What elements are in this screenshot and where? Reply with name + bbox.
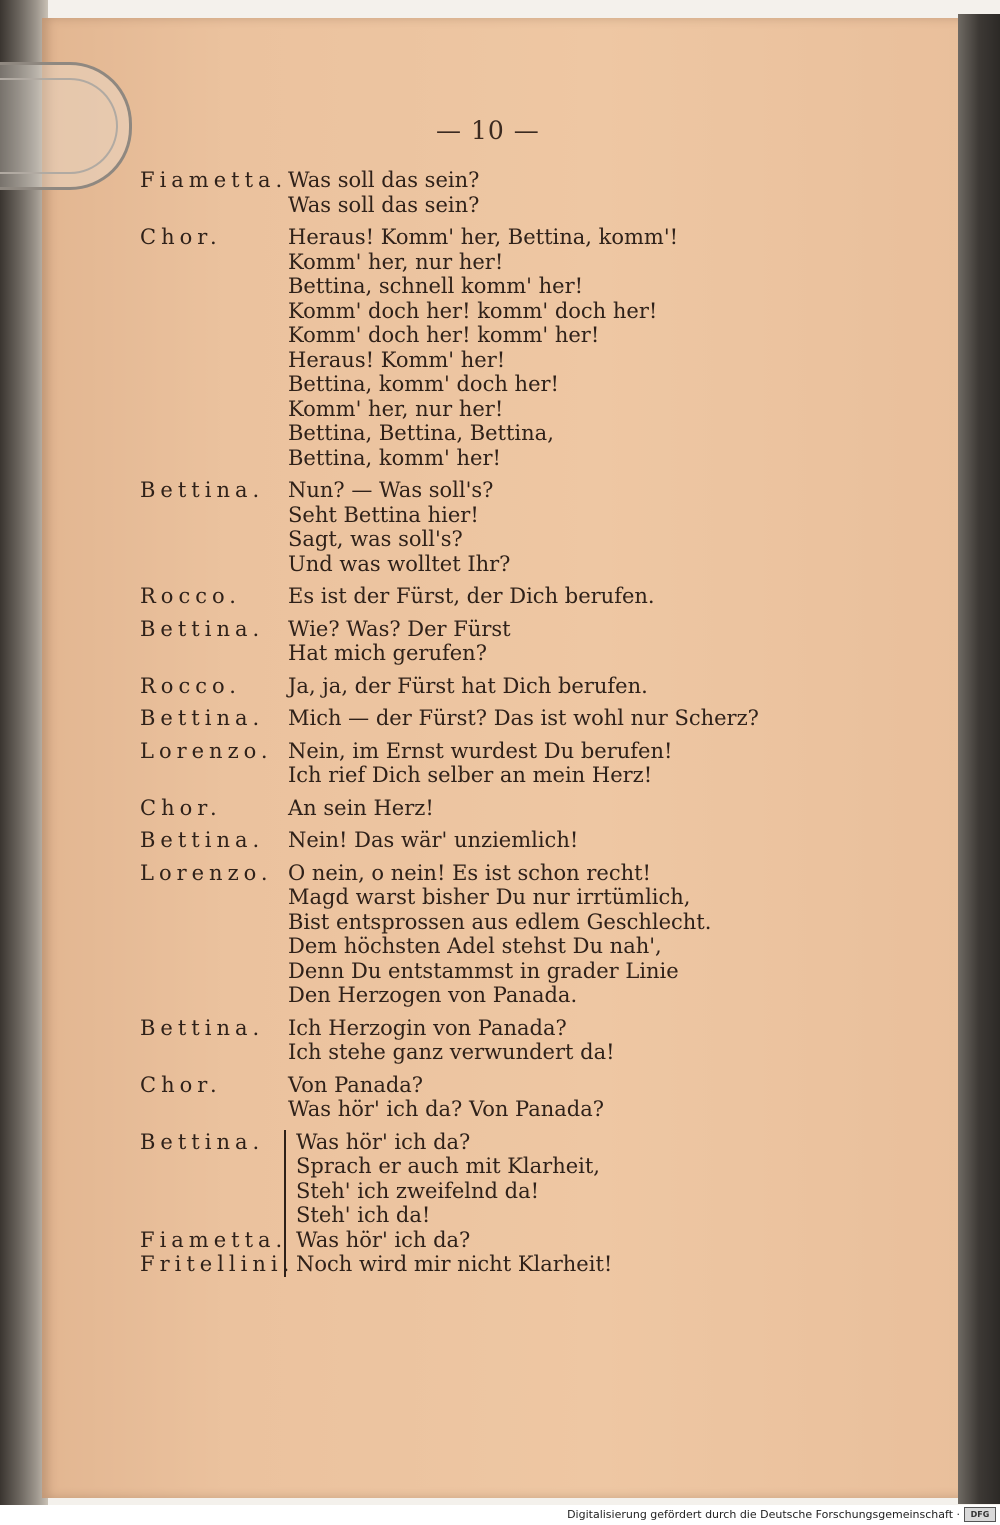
dialogue-line: Denn Du entstammst in grader Linie xyxy=(288,958,679,983)
speaker-name: Rocco. xyxy=(140,584,241,608)
dialogue-line: Komm' doch her! komm' doch her! xyxy=(288,298,658,323)
speaker-name: Lorenzo. xyxy=(140,860,273,885)
dialogue-line: Nein, im Ernst wurdest Du berufen! xyxy=(288,738,673,763)
dialogue-entry xyxy=(90,168,910,217)
speaker-name: Chor. xyxy=(140,1072,222,1097)
footer-bar xyxy=(0,1505,1000,1525)
speaker-name: Chor. xyxy=(140,225,222,249)
dialogue-lines xyxy=(288,584,910,609)
dialogue-line: Ich rief Dich selber an mein Herz! xyxy=(288,763,653,787)
speaker-name: Bettina. xyxy=(140,1129,265,1154)
dialogue-lines xyxy=(288,861,910,1008)
dialogue-line: Bettina, Bettina, Bettina, xyxy=(288,421,554,445)
dialogue-line: Bettina, schnell komm' her! xyxy=(288,274,584,298)
dialogue-line: Was hör' ich da? xyxy=(296,1227,471,1252)
dialogue-line: Nein! Das wär' unziemlich! xyxy=(288,828,579,852)
dialogue-line: Von Panada? xyxy=(288,1072,424,1097)
paper-clip-inner xyxy=(0,78,118,174)
dialogue-entry xyxy=(90,706,910,731)
dialogue-lines xyxy=(288,796,910,821)
dialogue-entry xyxy=(90,739,910,788)
speaker-name: Lorenzo. xyxy=(140,738,273,763)
dialogue-lines xyxy=(284,1252,910,1277)
dialogue-line: Seht Bettina hier! xyxy=(288,502,479,527)
speaker-name: Bettina. xyxy=(140,1015,265,1040)
funding-note: Digitalisierung gefördert durch die Deutsche Forschungsgemeinschaft · xyxy=(567,1508,960,1521)
dialogue-entry xyxy=(90,674,910,699)
dialogue-line: Sagt, was soll's? xyxy=(288,527,463,551)
dialogue-line: Dem höchsten Adel stehst Du nah', xyxy=(288,934,662,958)
dialogue-line: Hat mich gerufen? xyxy=(288,641,487,665)
dialogue-line: Was hör' ich da? Von Panada? xyxy=(288,1097,605,1121)
dialogue-line: Bettina, komm' doch her! xyxy=(288,372,559,396)
dialogue-line: Nun? — Was soll's? xyxy=(288,478,494,502)
dialogue-entry xyxy=(90,1073,910,1122)
dialogue-entry xyxy=(90,478,910,576)
speaker-name: Rocco. xyxy=(140,673,241,698)
dialogue-line: An sein Herz! xyxy=(288,795,434,820)
dialogue-line: Steh' ich da! xyxy=(296,1203,431,1227)
dialogue-line: Sprach er auch mit Klarheit, xyxy=(296,1154,600,1178)
dialogue-lines xyxy=(288,739,910,788)
dialogue-line: Was soll das sein? xyxy=(288,192,480,217)
book-spine xyxy=(0,0,48,1505)
dialogue-line: Komm' her, nur her! xyxy=(288,249,504,274)
dialogue-lines xyxy=(288,1016,910,1065)
dialogue-line: Heraus! Komm' her! xyxy=(288,347,506,372)
dialogue-line: Und was wolltet Ihr? xyxy=(288,551,511,576)
page-edge xyxy=(958,14,1000,1504)
dialogue-lines xyxy=(288,168,910,217)
dialogue-lines xyxy=(284,1130,910,1228)
dialogue-line: Was soll das sein? xyxy=(288,168,480,192)
dialogue-line: Ja, ja, der Fürst hat Dich berufen. xyxy=(288,673,648,698)
dialogue-lines xyxy=(288,1073,910,1122)
dialogue-entry xyxy=(90,861,910,1008)
speaker-name: Fiametta. xyxy=(140,1227,288,1252)
dialogue-line: Komm' doch her! komm' her! xyxy=(288,323,600,347)
dialogue-entry xyxy=(90,1252,910,1277)
dialogue-line: Komm' her, nur her! xyxy=(288,396,504,421)
dialogue-lines xyxy=(288,706,910,731)
dfg-logo: DFG xyxy=(964,1507,996,1522)
dialogue-lines xyxy=(288,478,910,576)
speaker-name: Bettina. xyxy=(140,616,265,641)
dialogue-line: Bist entsprossen aus edlem Geschlecht. xyxy=(288,909,712,934)
dialogue-line: Was hör' ich da? xyxy=(296,1129,471,1154)
page-number: — 10 — xyxy=(436,116,540,145)
speaker-name: Fritellini. xyxy=(140,1252,295,1276)
speaker-name: Chor. xyxy=(140,795,222,820)
dialogue-entry xyxy=(90,584,910,609)
dialogue-entry xyxy=(90,1130,910,1228)
dialogue-line: O nein, o nein! Es ist schon recht! xyxy=(288,860,651,885)
dialogue-entry xyxy=(90,1016,910,1065)
dialogue-lines xyxy=(284,1228,910,1253)
dialogue-line: Den Herzogen von Panada. xyxy=(288,983,578,1007)
dialogue-line: Wie? Was? Der Fürst xyxy=(288,616,511,641)
dialogue-entry xyxy=(90,828,910,853)
dialogue-lines xyxy=(288,617,910,666)
speaker-name: Fiametta. xyxy=(140,168,288,192)
dialogue-entry xyxy=(90,617,910,666)
dialogue-line: Noch wird mir nicht Klarheit! xyxy=(296,1252,613,1276)
speaker-name: Bettina. xyxy=(140,828,265,852)
dialogue-line: Ich Herzogin von Panada? xyxy=(288,1015,567,1040)
dialogue-line: Steh' ich zweifelnd da! xyxy=(296,1178,540,1203)
dialogue-lines xyxy=(288,828,910,853)
dialogue-line: Heraus! Komm' her, Bettina, komm'! xyxy=(288,225,679,249)
dialogue-line: Ich stehe ganz verwundert da! xyxy=(288,1040,615,1064)
dialogue-entry xyxy=(90,225,910,470)
speaker-name: Bettina. xyxy=(140,478,265,502)
dialogue-lines xyxy=(288,225,910,470)
dialogue-line: Es ist der Fürst, der Dich berufen. xyxy=(288,584,655,608)
dialogue-lines xyxy=(288,674,910,699)
dialogue-line: Mich — der Fürst? Das ist wohl nur Scherz? xyxy=(288,706,759,730)
dialogue-entry xyxy=(90,1228,910,1253)
dialogue-line: Bettina, komm' her! xyxy=(288,445,501,470)
speaker-name: Bettina. xyxy=(140,706,265,730)
script-text xyxy=(90,168,910,1277)
dialogue-entry xyxy=(90,796,910,821)
dialogue-line: Magd warst bisher Du nur irrtümlich, xyxy=(288,885,691,909)
